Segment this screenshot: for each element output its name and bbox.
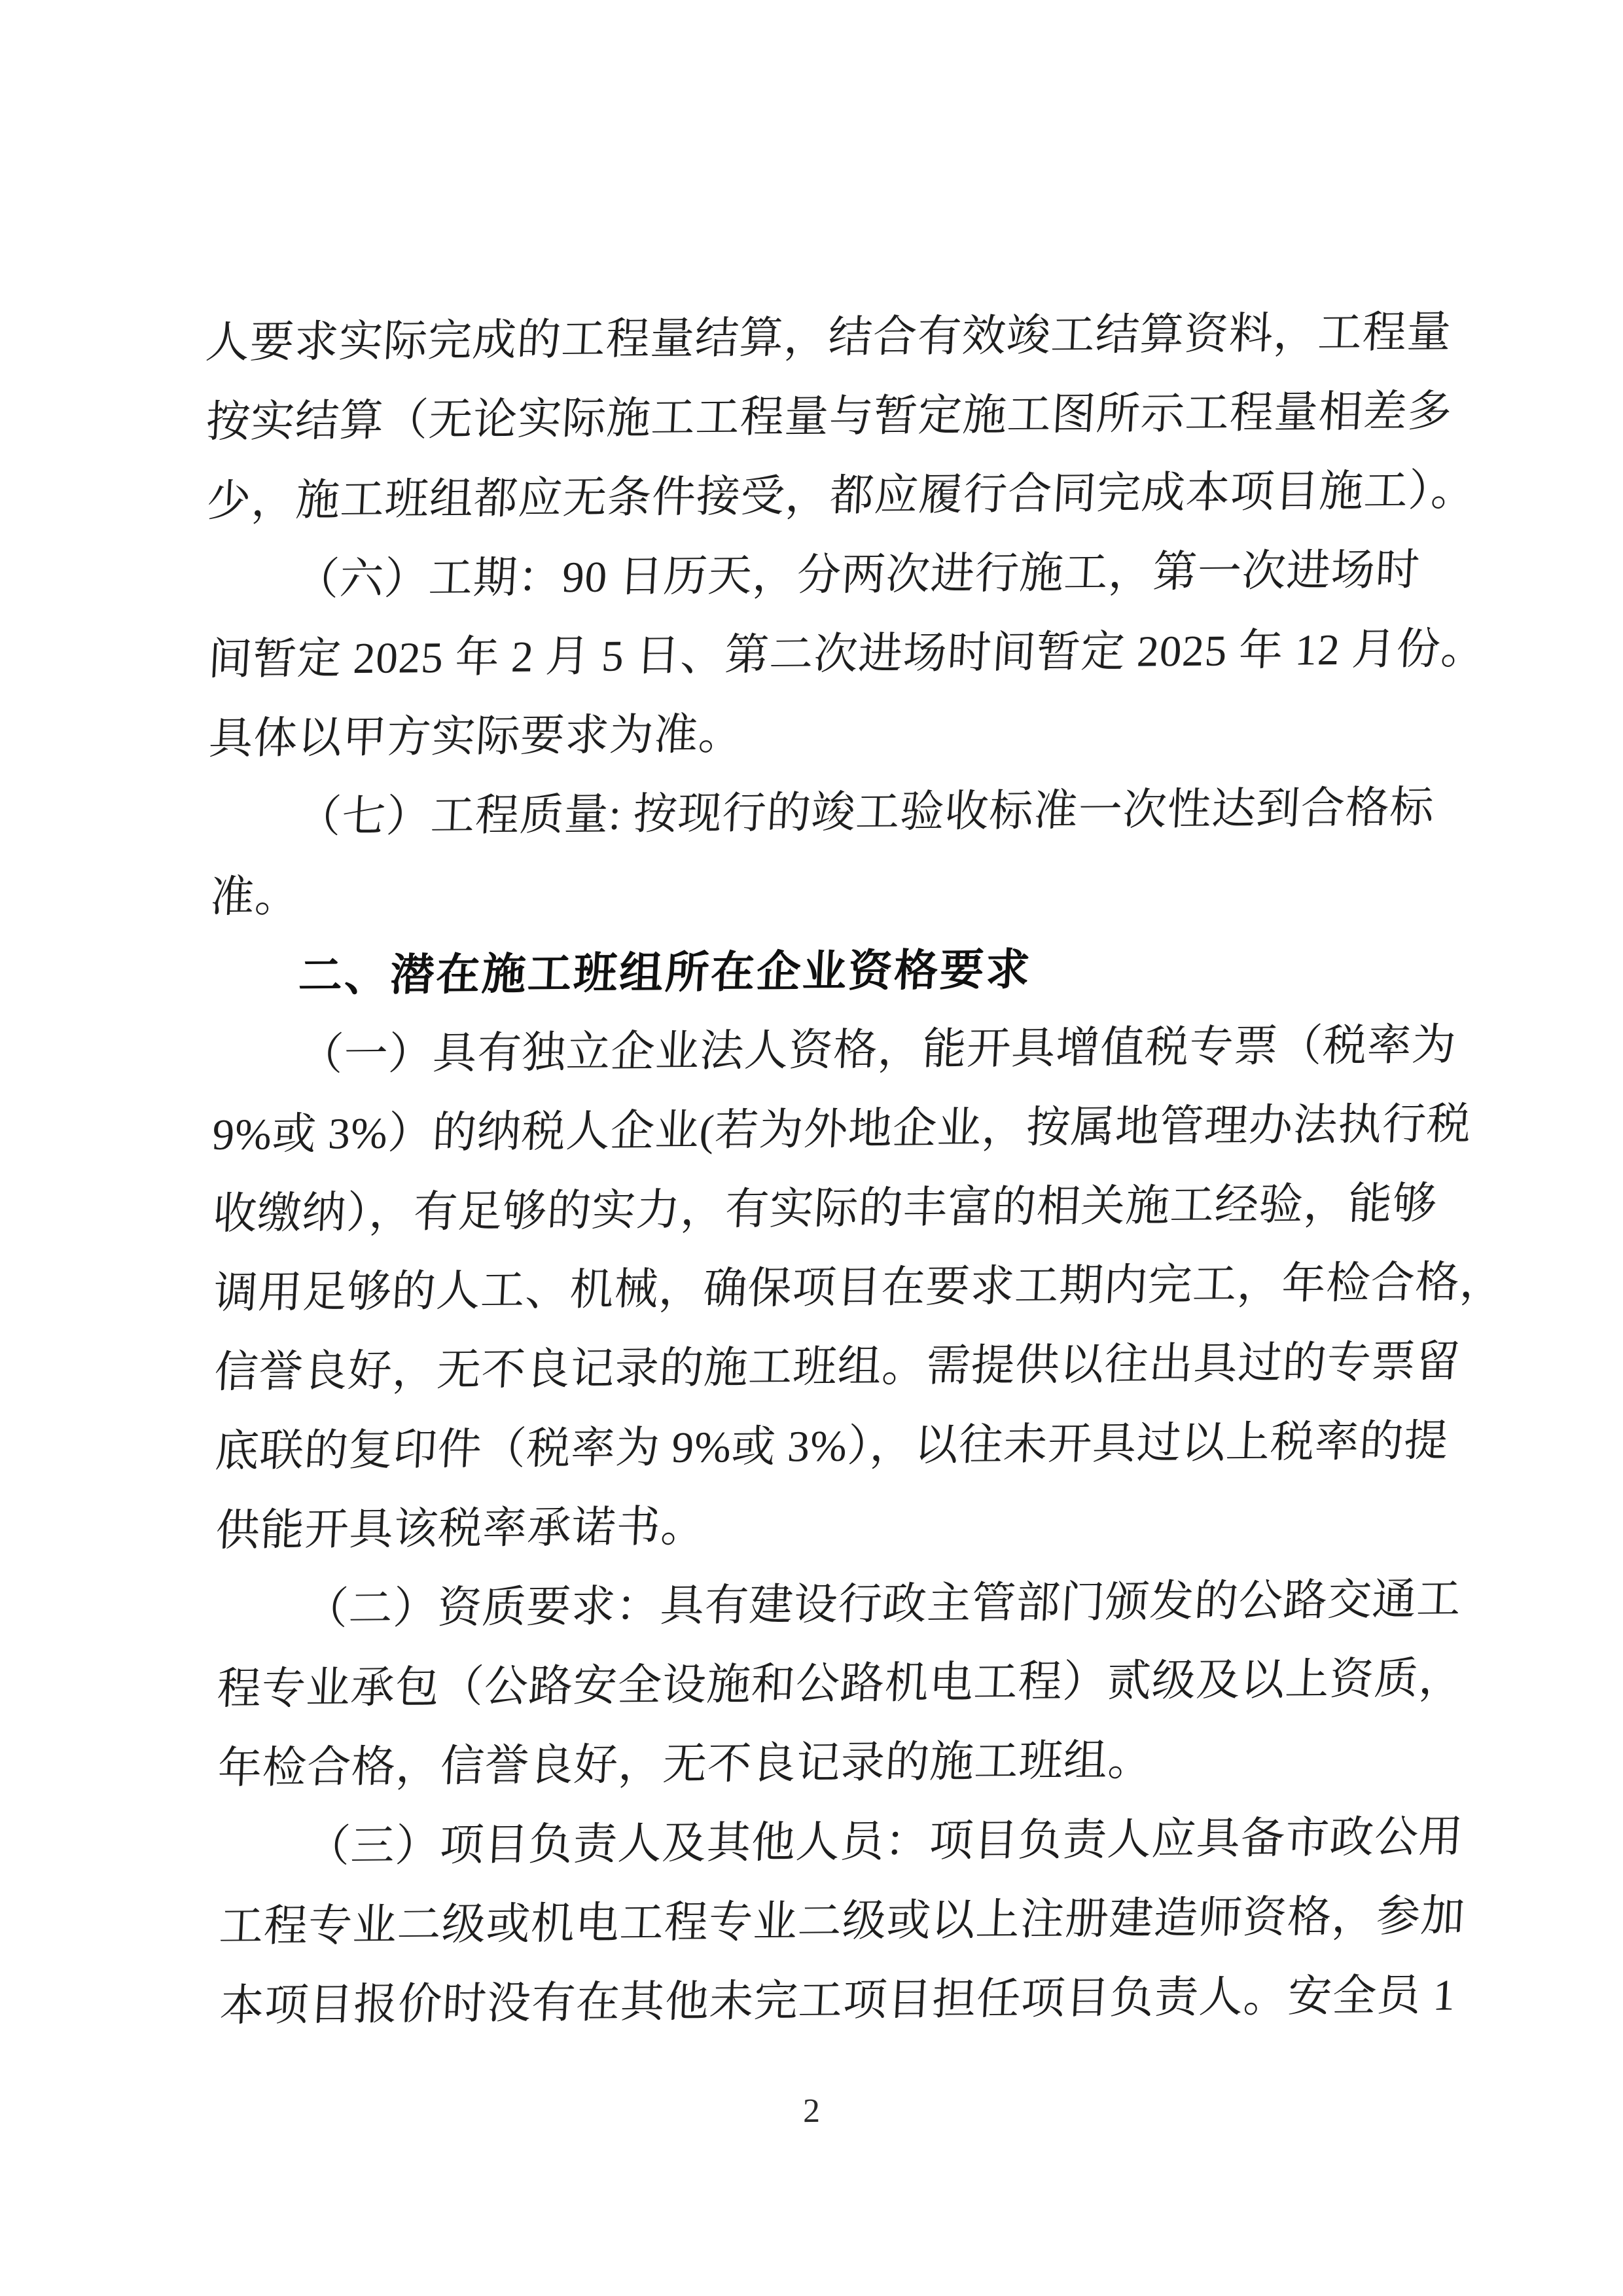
paragraph-line-clause-6: （六）工期：90 日历天，分两次进行施工，第一次进场时 <box>294 545 1421 604</box>
paragraph-line: 年检合格，信誉良好，无不良记录的施工班组。 <box>217 1736 1154 1793</box>
paragraph-line-item-2: （二）资质要求：具有建设行政主管部门颁发的公路交通工 <box>302 1575 1463 1634</box>
paragraph-line: 间暂定 2025 年 2 月 5 日、第二次进场时间暂定 2025 年 12 月份。 <box>207 624 1487 685</box>
paragraph-line: 信誉良好，无不良记录的施工班组。需提供以往出具过的专票留 <box>213 1337 1462 1397</box>
paragraph-line: 程专业承包（公路安全设施和公路机电工程）贰级及以上资质， <box>215 1654 1465 1713</box>
paragraph-line: 具体以甲方实际要求为准。 <box>207 709 745 764</box>
paragraph-line-item-3: （三）项目负责人及其他人员：项目负责人应具备市政公用 <box>305 1812 1465 1871</box>
paragraph-line: 底联的复印件（税率为 9%或 3%），以往未开具过以上税率的提 <box>213 1416 1450 1476</box>
paragraph-line: 准。 <box>209 872 301 922</box>
paragraph-line: 收缴纳），有足够的实力，有实际的丰富的相关施工经验，能够 <box>211 1179 1438 1239</box>
document-body <box>204 293 1506 2046</box>
paragraph-line: 人要求实际完成的工程量结算，结合有效竣工结算资料，工程量 <box>204 308 1453 368</box>
paragraph-line: 供能开具该税率承诺书。 <box>214 1502 707 1555</box>
paragraph-line-clause-7: （七）工程质量: 按现行的竣工验收标准一次性达到合格标 <box>296 783 1436 842</box>
paragraph-line: 少，施工班组都应无条件接受，都应履行合同完成本项目施工）。 <box>205 466 1477 526</box>
paragraph-line: 调用足够的人工、机械，确保项目在要求工期内完工，年检合格， <box>212 1257 1506 1318</box>
paragraph-line: 工程专业二级或机电工程专业二级或以上注册建造师资格，参加 <box>218 1892 1467 1951</box>
page-number: 2 <box>802 2092 821 2130</box>
section-heading: 二、潜在施工班组所在企业资格要求 <box>297 945 1033 1001</box>
paragraph-line: 按实结算（无论实际施工工程量与暂定施工图所示工程量相差多 <box>205 387 1454 447</box>
paragraph-line-item-1: （一）具有独立企业法人资格，能开具增值税专票（税率为 <box>298 1020 1458 1079</box>
paragraph-line: 本项目报价时没有在其他未完工项目担任项目负责人。安全员 1 <box>219 1971 1457 2030</box>
paragraph-line: 9%或 3%）的纳税人企业(若为外地企业，按属地管理办法执行税 <box>211 1100 1473 1160</box>
